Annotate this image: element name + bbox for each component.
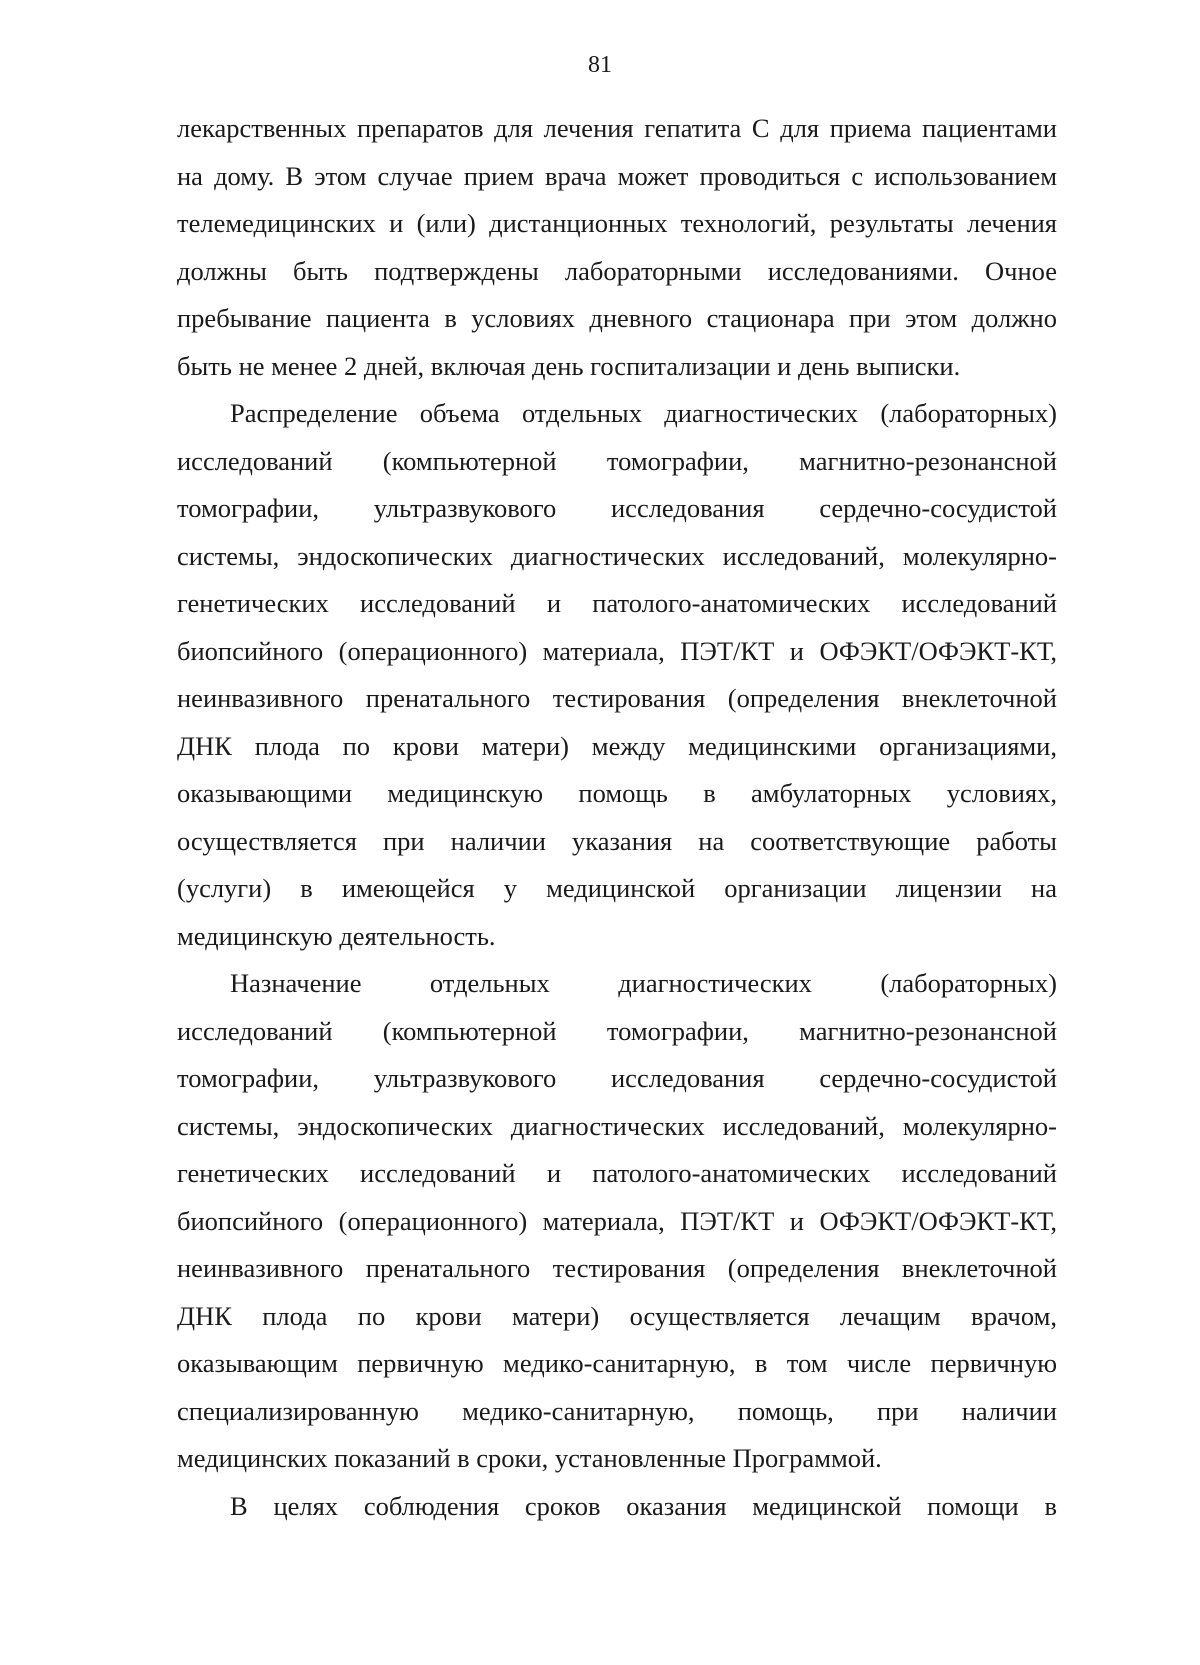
paragraph	[177, 390, 1057, 960]
text-line: оказывающим первичную медико-санитарную, в том числе первичную	[177, 1348, 1057, 1378]
body-text	[177, 105, 1057, 1530]
text-line: Распределение объема отдельных диагностических (лабораторных)	[230, 398, 1057, 428]
text-line: быть не менее 2 дней, включая день госпитализации и день выписки.	[177, 350, 961, 381]
text-line: на дому. В этом случае прием врача может проводиться с использованием	[177, 160, 1057, 191]
text-line: системы, эндоскопических диагностических исследований, молекулярно-	[177, 540, 1057, 571]
text-line: специализированную медико-санитарную, помощь, при наличии	[177, 1395, 1057, 1426]
text-line: Назначение отдельных диагностических (лабораторных)	[230, 968, 1057, 998]
text-line: исследований (компьютерной томографии, магнитно-резонансной	[177, 1015, 1057, 1046]
text-line: генетических исследований и патолого-анатомических исследований	[177, 1158, 1057, 1188]
text-line: должны быть подтверждены лабораторными исследованиями. Очное	[177, 255, 1057, 286]
text-line: осуществляется при наличии указания на соответствующие работы	[177, 825, 1057, 856]
text-line: томографии, ультразвукового исследования сердечно-сосудистой	[177, 1063, 1057, 1093]
text-line: оказывающими медицинскую помощь в амбулаторных условиях,	[177, 778, 1057, 808]
text-line: неинвазивного пренатального тестирования (определения внеклеточной	[177, 1253, 1057, 1283]
text-line: пребывание пациента в условиях дневного стационара при этом должно	[177, 303, 1057, 333]
text-line: томографии, ультразвукового исследования сердечно-сосудистой	[177, 493, 1057, 523]
text-line: ДНК плода по крови матери) осуществляется лечащим врачом,	[177, 1300, 1057, 1331]
text-line: медицинскую деятельность.	[177, 920, 496, 951]
text-line: В целях соблюдения сроков оказания медицинской помощи в	[230, 1490, 1057, 1521]
paragraph	[177, 960, 1057, 1483]
page-number: 81	[588, 52, 612, 78]
text-line: биопсийного (операционного) материала, ПЭТ/КТ и ОФЭКТ/ОФЭКТ-КТ,	[177, 1205, 1057, 1236]
text-line: системы, эндоскопических диагностических исследований, молекулярно-	[177, 1110, 1057, 1141]
text-line: генетических исследований и патолого-анатомических исследований	[177, 588, 1057, 618]
text-line: ДНК плода по крови матери) между медицинскими организациями,	[177, 730, 1057, 761]
text-line: медицинских показаний в сроки, установленные Программой.	[177, 1443, 882, 1473]
text-line: биопсийного (операционного) материала, ПЭТ/КТ и ОФЭКТ/ОФЭКТ-КТ,	[177, 635, 1057, 666]
paragraph	[177, 1483, 1057, 1531]
text-line: неинвазивного пренатального тестирования (определения внеклеточной	[177, 683, 1057, 713]
text-line: исследований (компьютерной томографии, магнитно-резонансной	[177, 445, 1057, 476]
text-line: (услуги) в имеющейся у медицинской организации лицензии на	[177, 873, 1057, 903]
text-line: телемедицинских и (или) дистанционных технологий, результаты лечения	[177, 208, 1057, 238]
text-line: лекарственных препаратов для лечения гепатита С для приема пациентами	[177, 113, 1057, 143]
paragraph	[177, 105, 1057, 390]
